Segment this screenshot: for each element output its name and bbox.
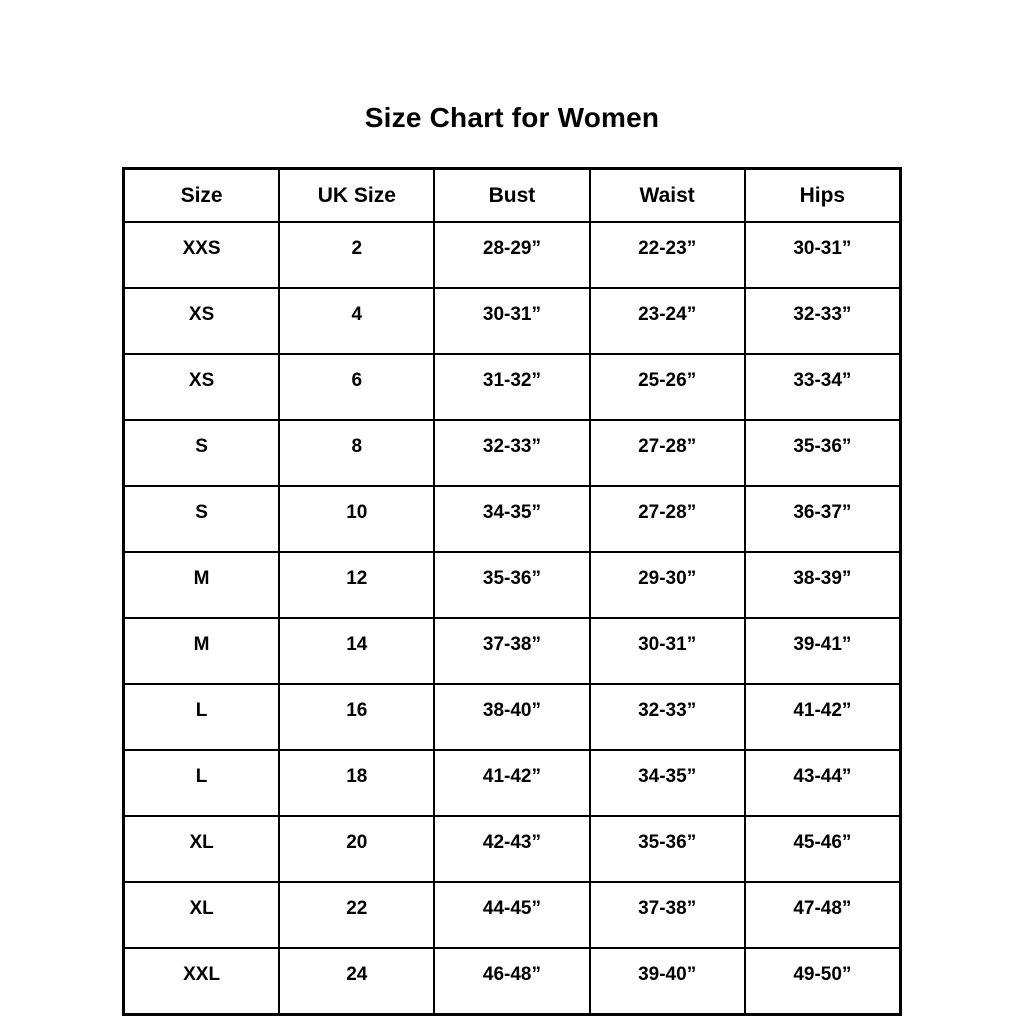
hips-cell: 45-46” bbox=[745, 816, 901, 882]
size-cell: M bbox=[124, 552, 280, 618]
waist-cell: 34-35” bbox=[590, 750, 745, 816]
size-cell: S bbox=[124, 420, 280, 486]
waist-cell: 27-28” bbox=[590, 420, 745, 486]
size-cell: M bbox=[124, 618, 280, 684]
uk-size-cell: 2 bbox=[279, 222, 434, 288]
size-cell: L bbox=[124, 750, 280, 816]
uk-size-cell: 22 bbox=[279, 882, 434, 948]
bust-cell: 42-43” bbox=[434, 816, 589, 882]
bust-cell: 31-32” bbox=[434, 354, 589, 420]
header-cell-waist: Waist bbox=[590, 169, 745, 223]
header-cell-size: Size bbox=[124, 169, 280, 223]
table-row bbox=[124, 420, 901, 486]
table-row bbox=[124, 222, 901, 288]
hips-cell: 35-36” bbox=[745, 420, 901, 486]
waist-cell: 32-33” bbox=[590, 684, 745, 750]
size-cell: XL bbox=[124, 882, 280, 948]
table-row bbox=[124, 552, 901, 618]
table-row bbox=[124, 684, 901, 750]
size-cell: XXL bbox=[124, 948, 280, 1015]
uk-size-cell: 18 bbox=[279, 750, 434, 816]
bust-cell: 41-42” bbox=[434, 750, 589, 816]
waist-cell: 23-24” bbox=[590, 288, 745, 354]
waist-cell: 22-23” bbox=[590, 222, 745, 288]
uk-size-cell: 6 bbox=[279, 354, 434, 420]
uk-size-cell: 24 bbox=[279, 948, 434, 1015]
waist-cell: 25-26” bbox=[590, 354, 745, 420]
size-cell: XL bbox=[124, 816, 280, 882]
hips-cell: 36-37” bbox=[745, 486, 901, 552]
uk-size-cell: 16 bbox=[279, 684, 434, 750]
uk-size-cell: 10 bbox=[279, 486, 434, 552]
bust-cell: 44-45” bbox=[434, 882, 589, 948]
header-cell-uk-size: UK Size bbox=[279, 169, 434, 223]
table-row bbox=[124, 948, 901, 1015]
size-chart-body bbox=[124, 222, 901, 1015]
table-row bbox=[124, 618, 901, 684]
hips-cell: 38-39” bbox=[745, 552, 901, 618]
waist-cell: 30-31” bbox=[590, 618, 745, 684]
uk-size-cell: 4 bbox=[279, 288, 434, 354]
bust-cell: 38-40” bbox=[434, 684, 589, 750]
hips-cell: 43-44” bbox=[745, 750, 901, 816]
table-row bbox=[124, 354, 901, 420]
header-row bbox=[124, 169, 901, 223]
table-row bbox=[124, 816, 901, 882]
size-cell: XS bbox=[124, 354, 280, 420]
hips-cell: 39-41” bbox=[745, 618, 901, 684]
bust-cell: 35-36” bbox=[434, 552, 589, 618]
size-cell: XS bbox=[124, 288, 280, 354]
bust-cell: 34-35” bbox=[434, 486, 589, 552]
hips-cell: 30-31” bbox=[745, 222, 901, 288]
header-cell-hips: Hips bbox=[745, 169, 901, 223]
size-cell: XXS bbox=[124, 222, 280, 288]
table-row bbox=[124, 288, 901, 354]
waist-cell: 35-36” bbox=[590, 816, 745, 882]
hips-cell: 41-42” bbox=[745, 684, 901, 750]
hips-cell: 47-48” bbox=[745, 882, 901, 948]
bust-cell: 28-29” bbox=[434, 222, 589, 288]
bust-cell: 30-31” bbox=[434, 288, 589, 354]
table-row bbox=[124, 882, 901, 948]
bust-cell: 46-48” bbox=[434, 948, 589, 1015]
waist-cell: 27-28” bbox=[590, 486, 745, 552]
page-title: Size Chart for Women bbox=[364, 102, 660, 133]
bust-cell: 32-33” bbox=[434, 420, 589, 486]
uk-size-cell: 14 bbox=[279, 618, 434, 684]
size-cell: S bbox=[124, 486, 280, 552]
uk-size-cell: 20 bbox=[279, 816, 434, 882]
table-row bbox=[124, 750, 901, 816]
hips-cell: 32-33” bbox=[745, 288, 901, 354]
uk-size-cell: 12 bbox=[279, 552, 434, 618]
waist-cell: 37-38” bbox=[590, 882, 745, 948]
size-chart-table bbox=[122, 167, 902, 1016]
hips-cell: 49-50” bbox=[745, 948, 901, 1015]
size-cell: L bbox=[124, 684, 280, 750]
waist-cell: 39-40” bbox=[590, 948, 745, 1015]
bust-cell: 37-38” bbox=[434, 618, 589, 684]
hips-cell: 33-34” bbox=[745, 354, 901, 420]
header-cell-bust: Bust bbox=[434, 169, 589, 223]
waist-cell: 29-30” bbox=[590, 552, 745, 618]
uk-size-cell: 8 bbox=[279, 420, 434, 486]
size-chart-header bbox=[124, 169, 901, 223]
table-row bbox=[124, 486, 901, 552]
